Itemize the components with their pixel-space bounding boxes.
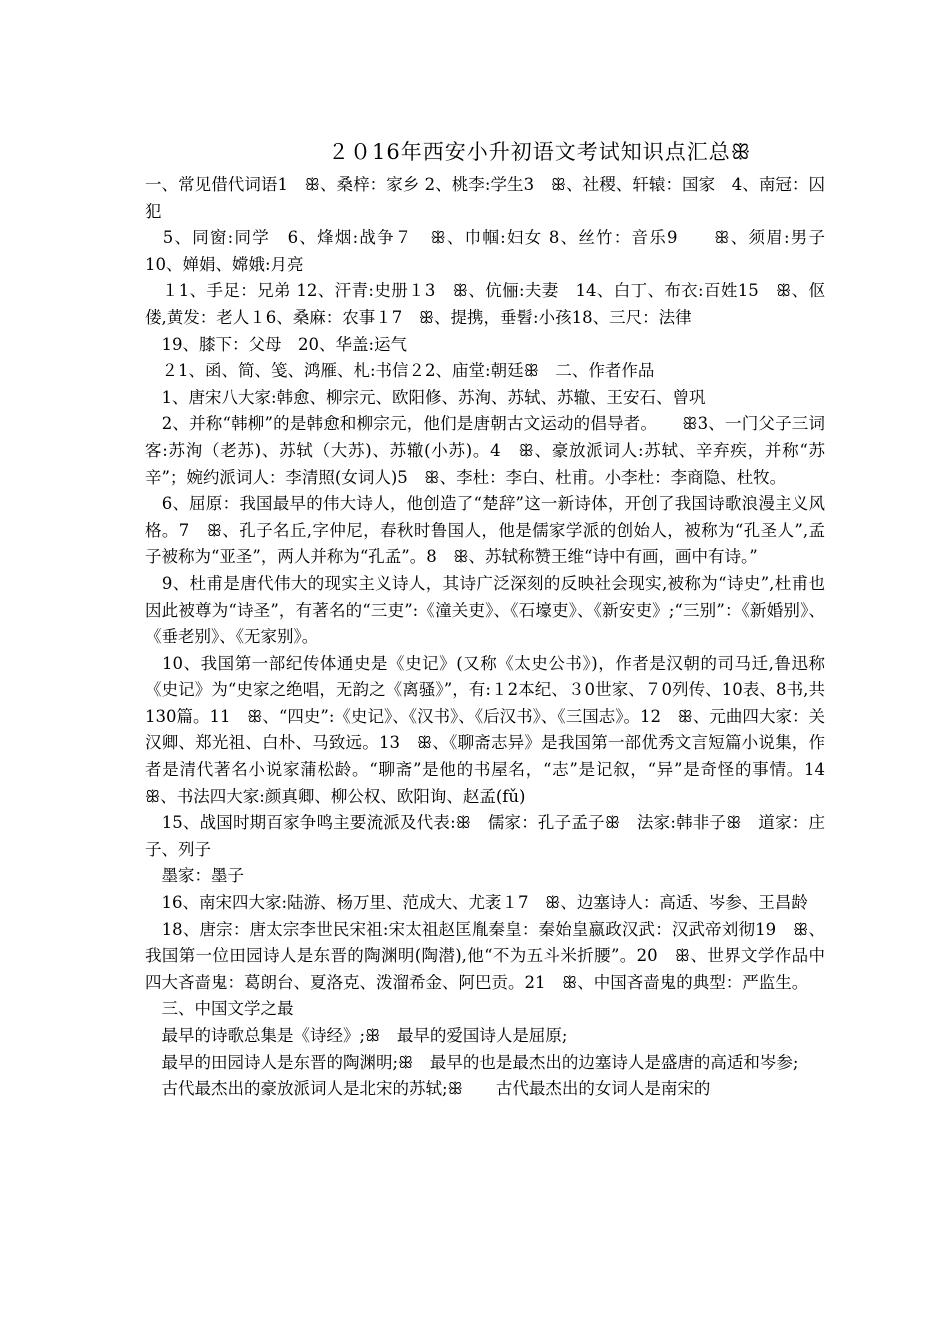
- paragraph: 最早的诗歌总集是《诗经》;ꕥ 最早的爱国诗人是屈原;: [145, 1026, 568, 1045]
- paragraph: 一、常见借代词语1 ꕥ、桑梓：家乡 2、桃李:学生3 ꕥ、社稷、轩辕：国家 4、南冠：囚犯: [145, 175, 825, 221]
- paragraph: 2、并称“韩柳”的是韩愈和柳宗元，他们是唐朝古文运动的倡导者。 ꕥ3、一门父子三词客:苏洵（老苏)、苏轼（大苏)、苏辙(小苏)。4 ꕥ、豪放派词人:苏轼、辛弃疾，并称“苏辛”；婉约派词人：李清照(女词人)5 ꕥ、李杜：李白、杜甫。小李杜：李商隐、杜牧。: [145, 414, 825, 487]
- paragraph: 6、屈原：我国最早的伟大诗人，他创造了“楚辞”这一新诗体，开创了我国诗歌浪漫主义风格。7 ꕥ、孔子名丘,字仲尼，春秋时鲁国人，他是儒家学派的创始人，被称为“孔圣人”,孟子被称为“亚圣”，两人并称为“孔孟”。8 ꕥ、苏轼称赞王维“诗中有画，画中有诗。”: [145, 494, 825, 567]
- paragraph: 最早的田园诗人是东晋的陶渊明;ꕥ 最早的也是最杰出的边塞诗人是盛唐的高适和岑参;: [145, 1052, 799, 1072]
- document-title: ２０16年西安小升初语文考试知识点汇总ꕥ: [328, 140, 752, 164]
- paragraph: 19、膝下：父母 20、华盖:运气: [145, 334, 408, 354]
- paragraph: １1、手足：兄弟 12、汗青:史册１3 ꕥ、伉俪:夫妻 14、白丁、布衣:百姓15 ꕥ、伛偻,黄发：老人１6、桑麻：农事１7 ꕥ、提携，垂髫:小孩18、三尺：法律: [145, 281, 825, 327]
- paragraph: 1、唐宋八大家:韩愈、柳宗元、欧阳修、苏洵、苏轼、苏辙、王安石、曾巩: [145, 387, 706, 407]
- paragraph: 三、中国文学之最: [145, 999, 294, 1019]
- paragraph: 5、同窗:同学 6、烽烟:战争７ ꕥ、巾帼:妇女 8、丝竹：音乐9 ꕥ、须眉:男子 10、婵娟、嫦娥:月亮: [145, 228, 842, 274]
- paragraph: 18、唐宗：唐太宗李世民宋祖:宋太祖赵匡胤秦皇：秦始皇嬴政汉武：汉武帝刘彻19 ꕥ、我国第一位田园诗人是东晋的陶渊明(陶潜),他“不为五斗米折腰”。20 ꕥ、世界文学作品中四大吝啬鬼：葛朗台、夏洛克、泼溜希金、阿巴贡。21 ꕥ、中国吝啬鬼的典型：严监生。: [145, 919, 825, 992]
- paragraph: 9、杜甫是唐代伟大的现实主义诗人，其诗广泛深刻的反映社会现实,被称为“诗史”,杜甫也因此被尊为“诗圣”，有著名的“三吏”:《潼关吏》、《石壕吏》、《新安吏》;“三别”：《新婚别》、《垂老别》、《无家别》。: [145, 573, 825, 647]
- paragraph: ２1、函、简、笺、鸿雁、札:书信２2、庙堂:朝廷ꕥ 二、作者作品: [145, 361, 655, 381]
- paragraph: 10、我国第一部纪传体通史是《史记》(又称《太史公书》)，作者是汉朝的司马迁,鲁迅称《史记》为“史家之绝唱，无韵之《离骚》”，有:１2本纪、３0世家、７0列传、10表、8书,共130篇。11 ꕥ、“四史”:《史记》、《汉书》、《后汉书》、《三国志》。12 ꕥ、元曲四大家：关汉卿、郑光祖、白朴、马致远。13 ꕥ、《聊斋志异》是我国第一部优秀文言短篇小说集，作者是清代著名小说家蒲松龄。“聊斋”是他的书屋名，“志”是记叙，“异”是奇怪的事情。14 ꕥ、书法四大家:颜真卿、柳公权、欧阳询、赵孟(fǔ): [145, 653, 842, 806]
- paragraph: 16、南宋四大家:陆游、杨万里、范成大、尤袤１7 ꕥ、边塞诗人：高适、岑参、王昌龄: [145, 893, 808, 913]
- paragraph: 墨家：墨子: [145, 866, 244, 886]
- document-body: [145, 172, 842, 1103]
- paragraph: 古代最杰出的豪放派词人是北宋的苏轼;ꕥ 古代最杰出的女词人是南宋的: [145, 1079, 711, 1099]
- paragraph: 15、战国时期百家争鸣主要流派及代表:ꕥ 儒家：孔子孟子ꕥ 法家:韩非子ꕥ 道家：庄子、列子: [145, 813, 825, 859]
